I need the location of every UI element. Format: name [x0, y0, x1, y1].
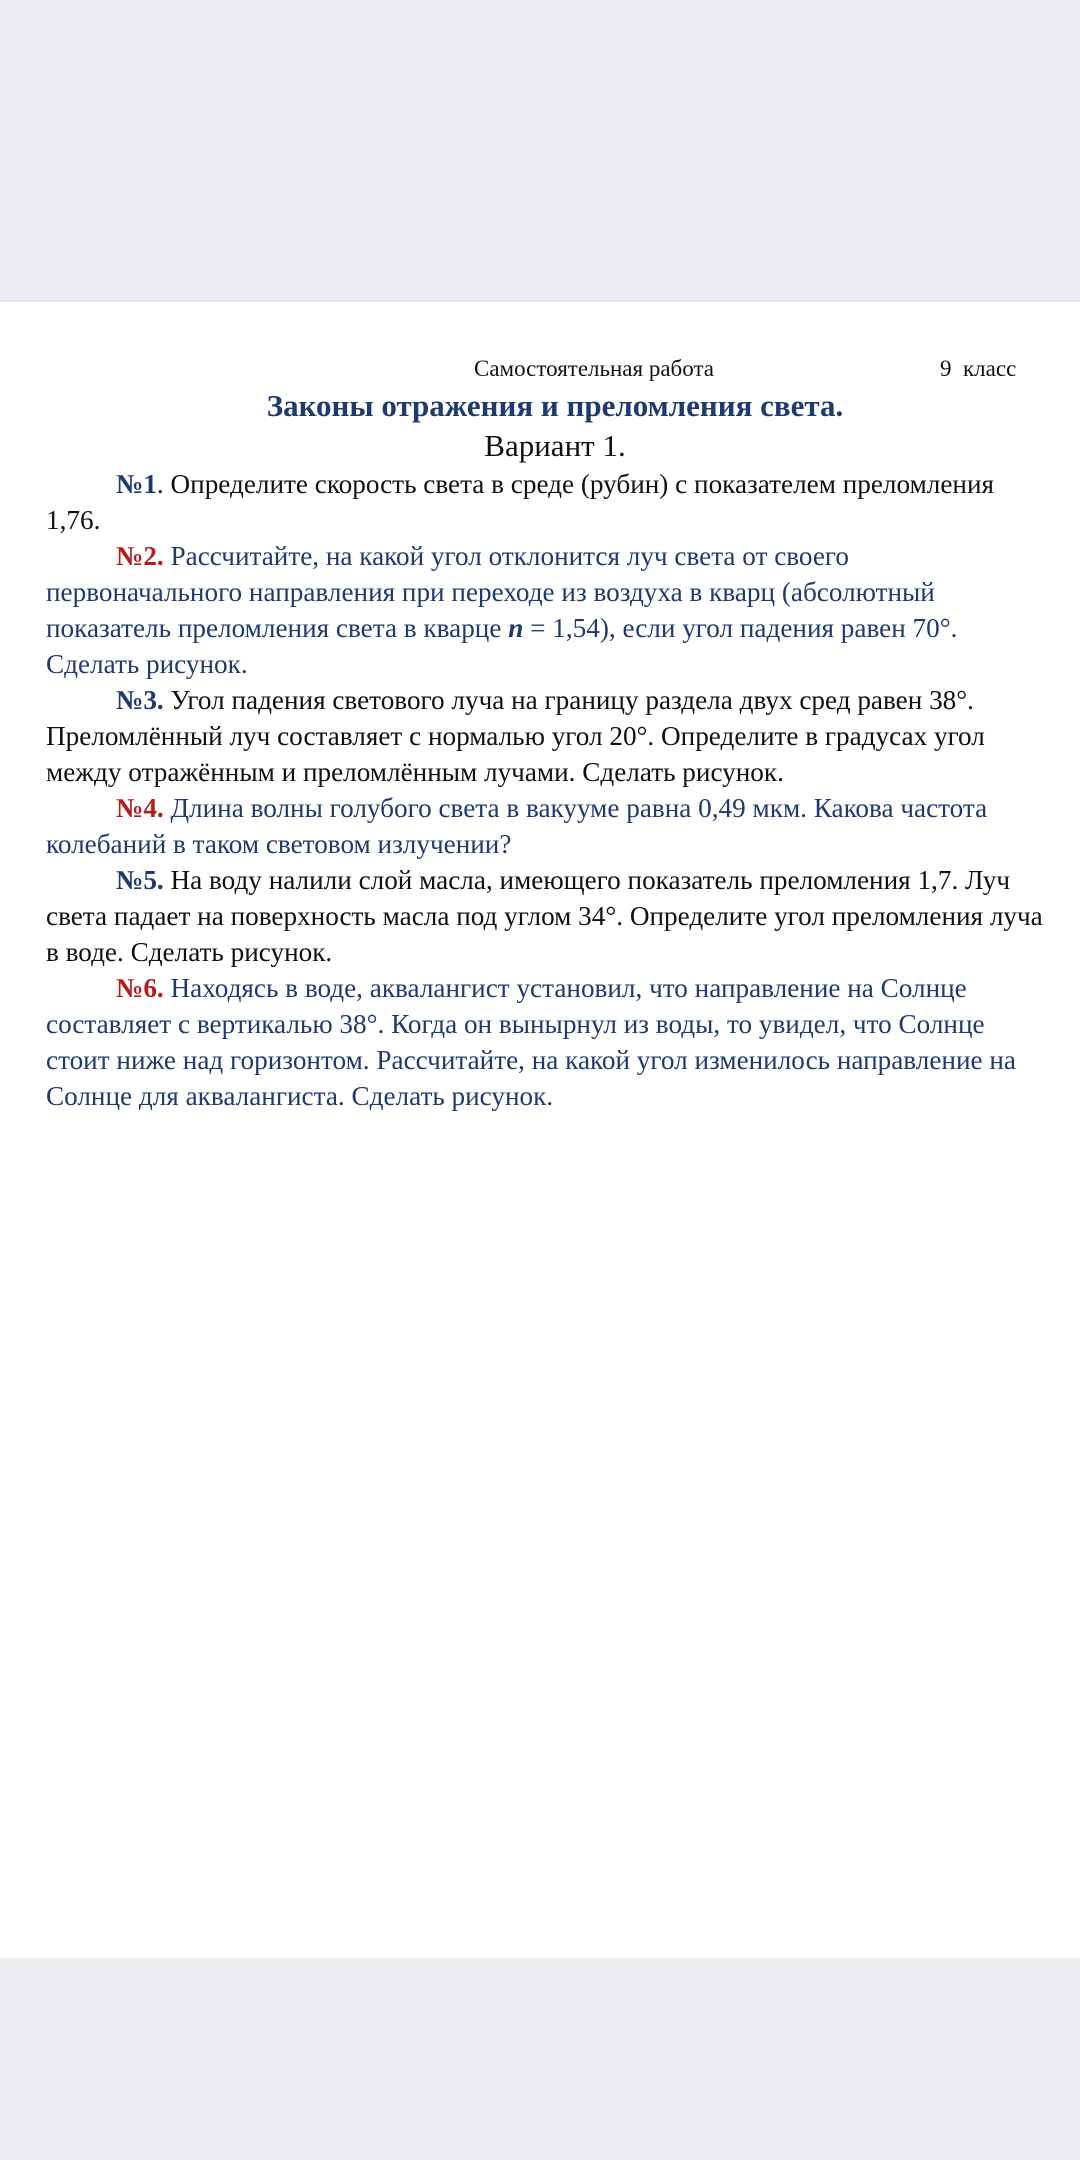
- grade-label: 9 класс: [940, 356, 1017, 381]
- document-title: Законы отражения и преломления света.: [266, 388, 844, 423]
- task-4: [46, 790, 1046, 862]
- variant-label: Вариант 1.: [484, 428, 626, 463]
- top-gray-band: [0, 0, 1080, 302]
- task-5: [46, 862, 1046, 970]
- document-content: [46, 352, 1046, 1114]
- task-1-number: №1: [116, 469, 157, 499]
- task-1-text: . Определите скорость света в среде (рубин) с показателем преломления 1,76.: [46, 469, 995, 535]
- task-2-number: №2.: [116, 541, 164, 571]
- document-page: [0, 302, 1080, 1958]
- task-2-text: Рассчитайте, на какой угол отклонится луч света от своего первоначального направления при переходе из воздуха в кварц (абсолютный показатель преломления света в кварце: [46, 541, 935, 643]
- task-4-text: Длина волны голубого света в вакууме равна 0,49 мкм. Какова частота колебаний в таком световом излучении?: [46, 793, 988, 859]
- task-3-text: Угол падения светового луча на границу раздела двух сред равен 38°. Преломлённый луч составляет с нормалью угол 20°. Определите в градусах угол между отражённым и преломлённым лучами. Сделать рисунок.: [46, 685, 985, 787]
- task-6-text: Находясь в воде, аквалангист установил, что направление на Солнце составляет с вертикалью 38°. Когда он вынырнул из воды, то увидел, что Солнце стоит ниже над горизонтом. Рассчитайте, на какой угол изменилось направление на Солнце для аквалангиста. Сделать рисунок.: [46, 973, 1016, 1111]
- task-2-variable-n: n: [508, 613, 524, 643]
- task-6: [46, 970, 1046, 1114]
- task-3-number: №3.: [116, 685, 164, 715]
- task-3: [46, 682, 1046, 790]
- task-4-number: №4.: [116, 793, 164, 823]
- document-header: [46, 352, 1046, 386]
- bottom-gray-band: [0, 1958, 1080, 2160]
- task-6-number: №6.: [116, 973, 164, 1003]
- task-5-number: №5.: [116, 865, 164, 895]
- work-type-label: Самостоятельная работа: [474, 356, 714, 381]
- task-2-text-after: = 1,54), если угол падения равен 70°. Сделать рисунок.: [46, 613, 958, 679]
- task-5-text: На воду налили слой масла, имеющего показатель преломления 1,7. Луч света падает на поверхность масла под углом 34°. Определите угол преломления луча в воде. Сделать рисунок.: [46, 865, 1043, 967]
- task-2: [46, 538, 1046, 682]
- task-1: [46, 466, 1046, 538]
